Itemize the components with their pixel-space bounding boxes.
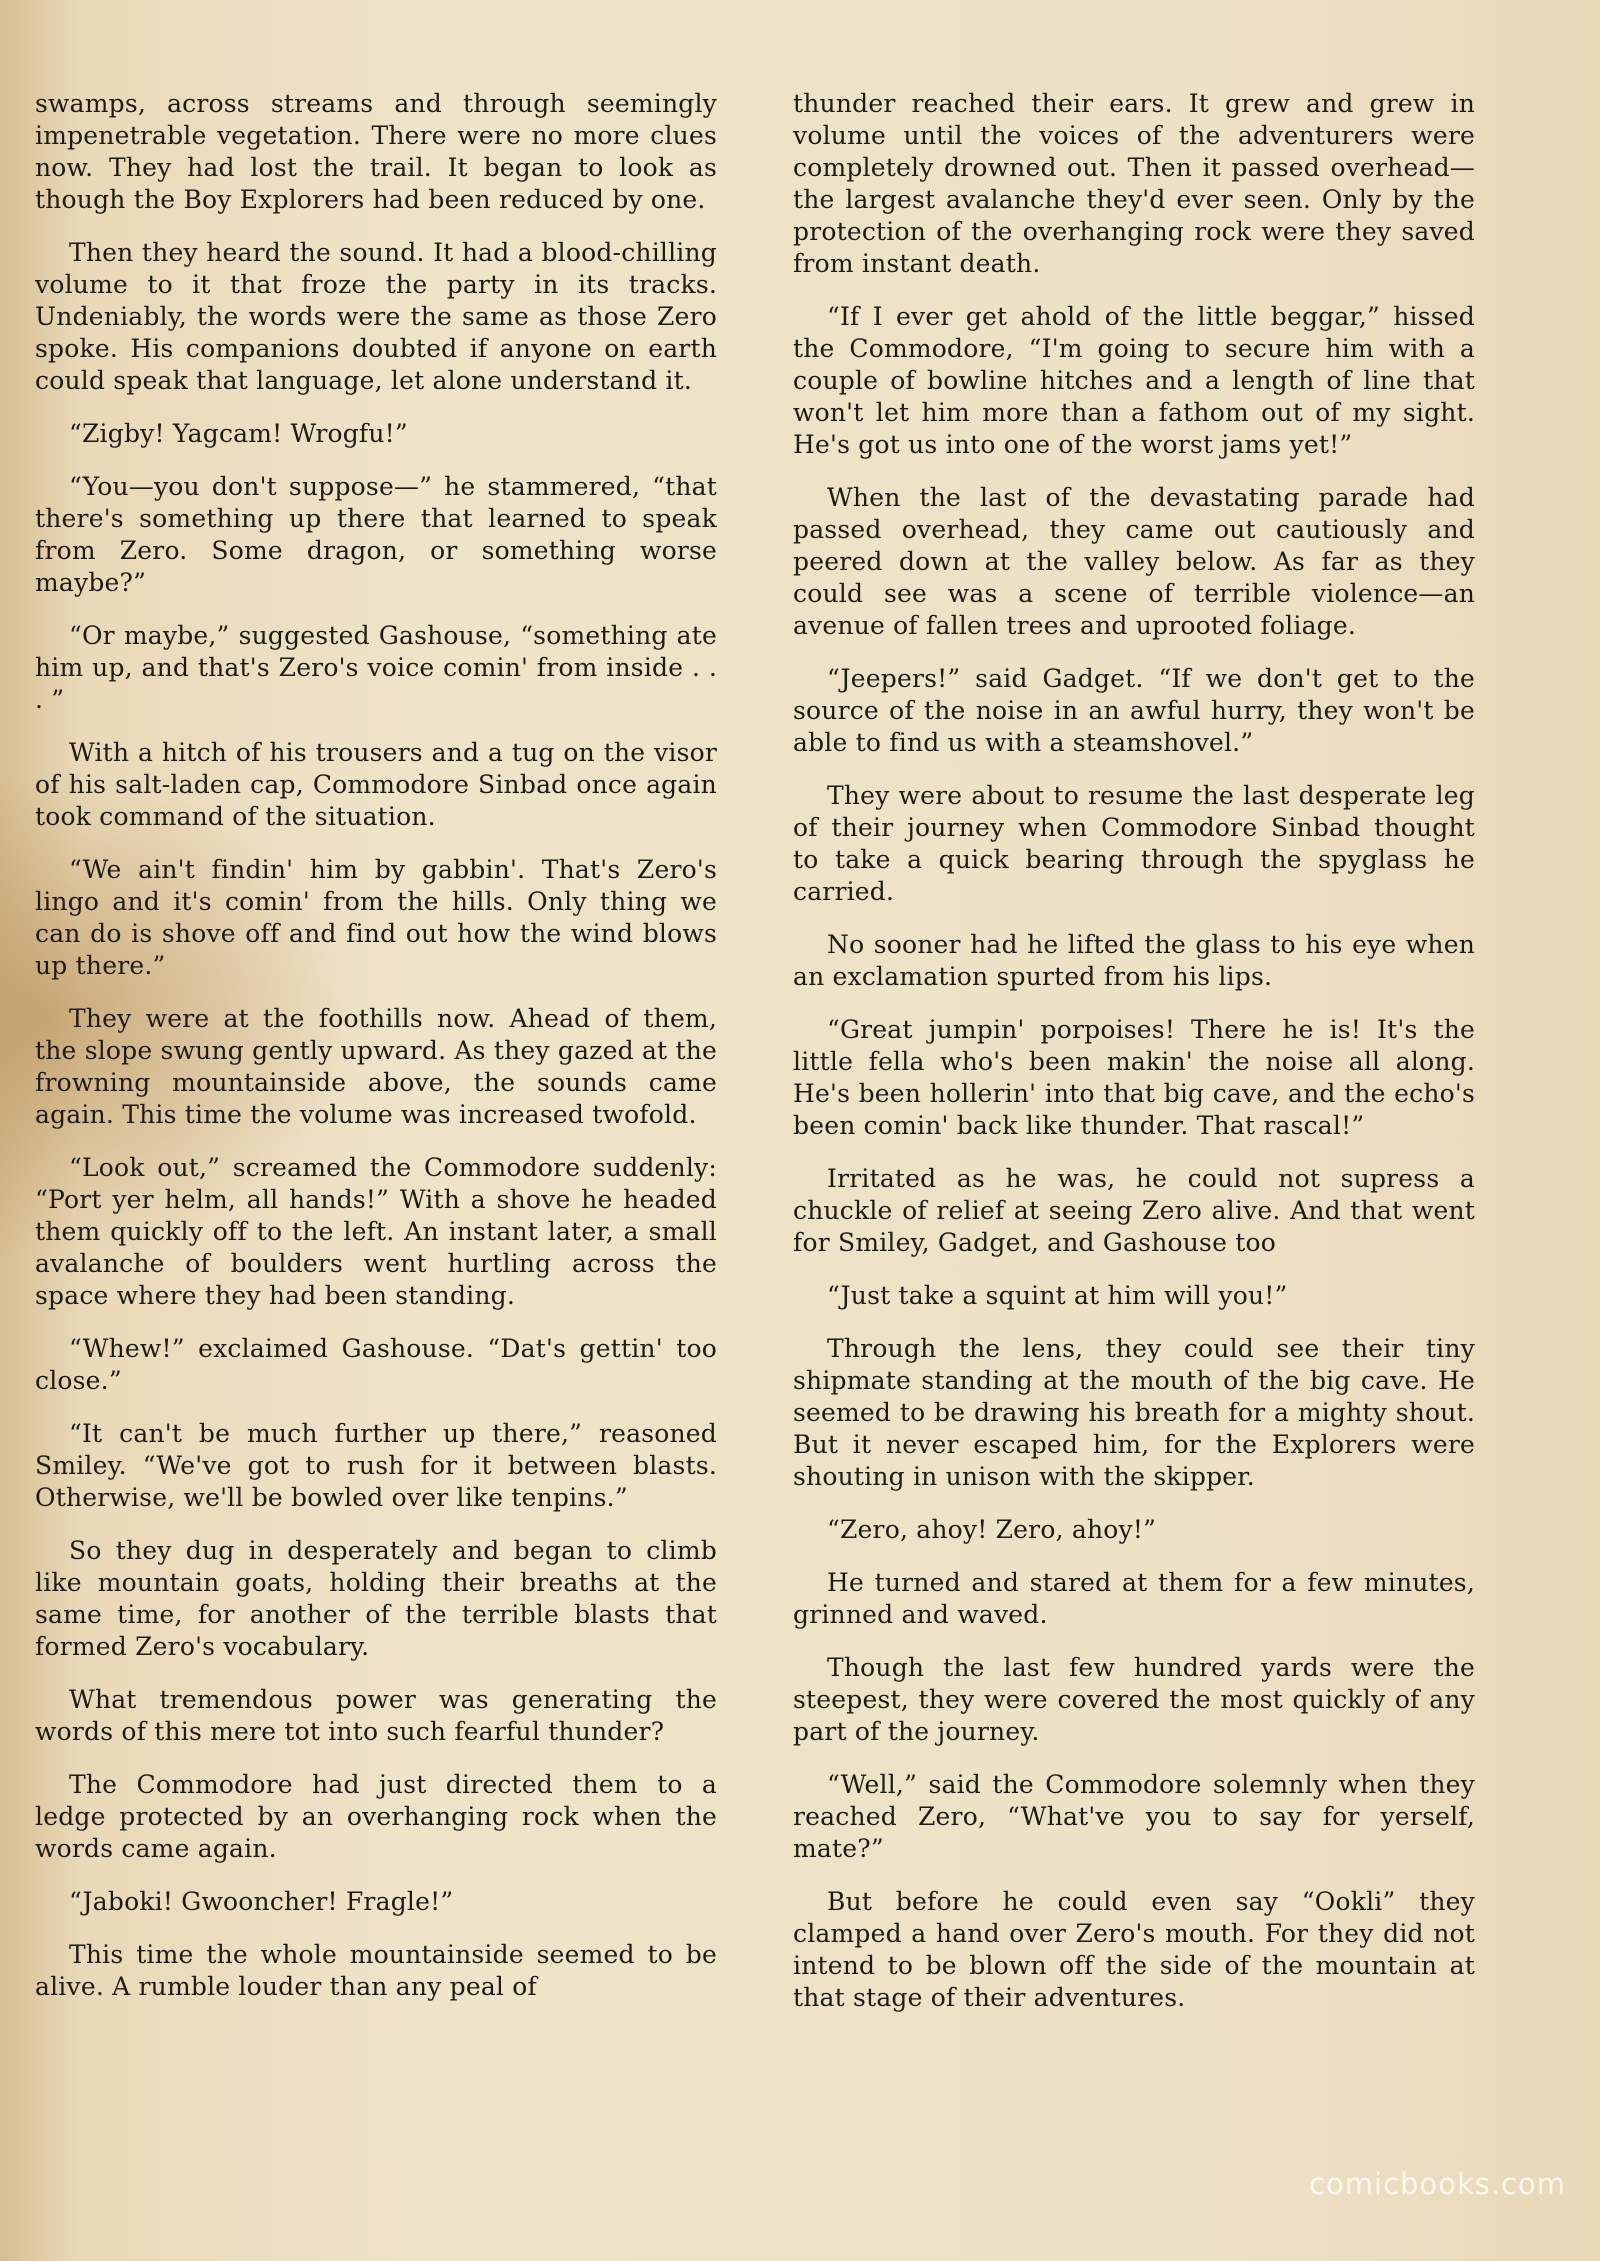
paragraph: But before he could even say “Ookli” they clamped a hand over Zero's mouth. For they did not intend to be blown off the side of the mountain at that stage of their adventures. (793, 1887, 1475, 2012)
paragraph: “Look out,” screamed the Commodore suddenly: “Port yer helm, all hands!” With a shove he headed them quickly off to the left. An instant later, a small avalanche of boulders went hurtling across the space where they had been standing. (35, 1153, 717, 1310)
paragraph: Then they heard the sound. It had a blood-chilling volume to it that froze the party in its tracks. Undeniably, the words were the same as those Zero spoke. His companions doubted if anyone on earth could speak that language, let alone understand it. (35, 238, 717, 395)
paragraph: He turned and stared at them for a few minutes, grinned and waved. (793, 1568, 1475, 1629)
paragraph: The Commodore had just directed them to a ledge protected by an overhanging rock when the words came again. (35, 1770, 717, 1863)
paragraph: “Well,” said the Commodore solemnly when they reached Zero, “What've you to say for yerself, mate?” (793, 1770, 1475, 1863)
paragraph: This time the whole mountainside seemed to be alive. A rumble louder than any peal of (35, 1940, 717, 2001)
paragraph: When the last of the devastating parade had passed overhead, they came out cautiously and peered down at the valley below. As far as they could see was a scene of terrible violence—an avenue of fallen trees and uprooted foliage. (793, 483, 1475, 640)
paragraph: Through the lens, they could see their tiny shipmate standing at the mouth of the big cave. He seemed to be drawing his breath for a mighty shout. But it never escaped him, for the Explorers were shouting in unison with the skipper. (793, 1334, 1475, 1491)
paragraph: “Zigby! Yagcam! Wrogfu!” (69, 419, 408, 448)
paragraph: “You—you don't suppose—” he stammered, “that there's something up there that learned to speak from Zero. Some dragon, or something worse maybe?” (35, 472, 717, 597)
paragraph: So they dug in desperately and began to climb like mountain goats, holding their breaths at the same time, for another of the terrible blasts that formed Zero's vocabulary. (35, 1536, 717, 1661)
paragraph: “Just take a squint at him will you!” (827, 1281, 1288, 1310)
paragraph: No sooner had he lifted the glass to his eye when an exclamation spurted from his lips. (793, 930, 1475, 991)
paragraph: With a hitch of his trousers and a tug on the visor of his salt-laden cap, Commodore Sinbad once again took command of the situation. (35, 738, 717, 831)
paragraph: “Whew!” exclaimed Gashouse. “Dat's gettin' too close.” (35, 1334, 717, 1395)
paragraph: “Or maybe,” suggested Gashouse, “something ate him up, and that's Zero's voice comin' from inside . . . ” (35, 621, 717, 714)
paragraph: “Jeepers!” said Gadget. “If we don't get to the source of the noise in an awful hurry, they won't be able to find us with a steamshovel.” (793, 664, 1475, 757)
paragraph: “It can't be much further up there,” reasoned Smiley. “We've got to rush for it between blasts. Otherwise, we'll be bowled over like tenpins.” (35, 1419, 717, 1512)
paragraph: thunder reached their ears. It grew and grew in volume until the voices of the adventurers were completely drowned out. Then it passed overhead—the largest avalanche they'd ever seen. Only by the protection of the overhanging rock were they saved from instant death. (793, 89, 1475, 278)
paragraph: Though the last few hundred yards were the steepest, they were covered the most quickly of any part of the journey. (793, 1653, 1475, 1746)
paragraph: They were at the foothills now. Ahead of them, the slope swung gently upward. As they gazed at the frowning mountainside above, the sounds came again. This time the volume was increased twofold. (35, 1004, 717, 1129)
paragraph: What tremendous power was generating the words of this mere tot into such fearful thunder? (35, 1685, 717, 1746)
watermark: comicbooks.com (1309, 2167, 1566, 2201)
paragraph: swamps, across streams and through seemingly impenetrable vegetation. There were no more clues now. They had lost the trail. It began to look as though the Boy Explorers had been reduced by one. (35, 89, 717, 214)
right-column (793, 88, 1475, 2035)
paragraph: “If I ever get ahold of the little beggar,” hissed the Commodore, “I'm going to secure him with a couple of bowline hitches and a length of line that won't let him more than a fathom out of my sight. He's got us into one of the worst jams yet!” (793, 302, 1475, 459)
left-column (35, 88, 717, 2024)
paragraph: “We ain't findin' him by gabbin'. That's Zero's lingo and it's comin' from the hills. Only thing we can do is shove off and find out how the wind blows up there.” (35, 855, 717, 980)
paragraph: “Great jumpin' porpoises! There he is! It's the little fella who's been makin' the noise all along. He's been hollerin' into that big cave, and the echo's been comin' back like thunder. That rascal!” (793, 1015, 1475, 1140)
paragraph: “Jaboki! Gwooncher! Fragle!” (69, 1887, 454, 1916)
paragraph: They were about to resume the last desperate leg of their journey when Commodore Sinbad thought to take a quick bearing through the spyglass he carried. (793, 781, 1475, 906)
paragraph: “Zero, ahoy! Zero, ahoy!” (827, 1515, 1157, 1544)
paragraph: Irritated as he was, he could not supress a chuckle of relief at seeing Zero alive. And that went for Smiley, Gadget, and Gashouse too (793, 1164, 1475, 1257)
